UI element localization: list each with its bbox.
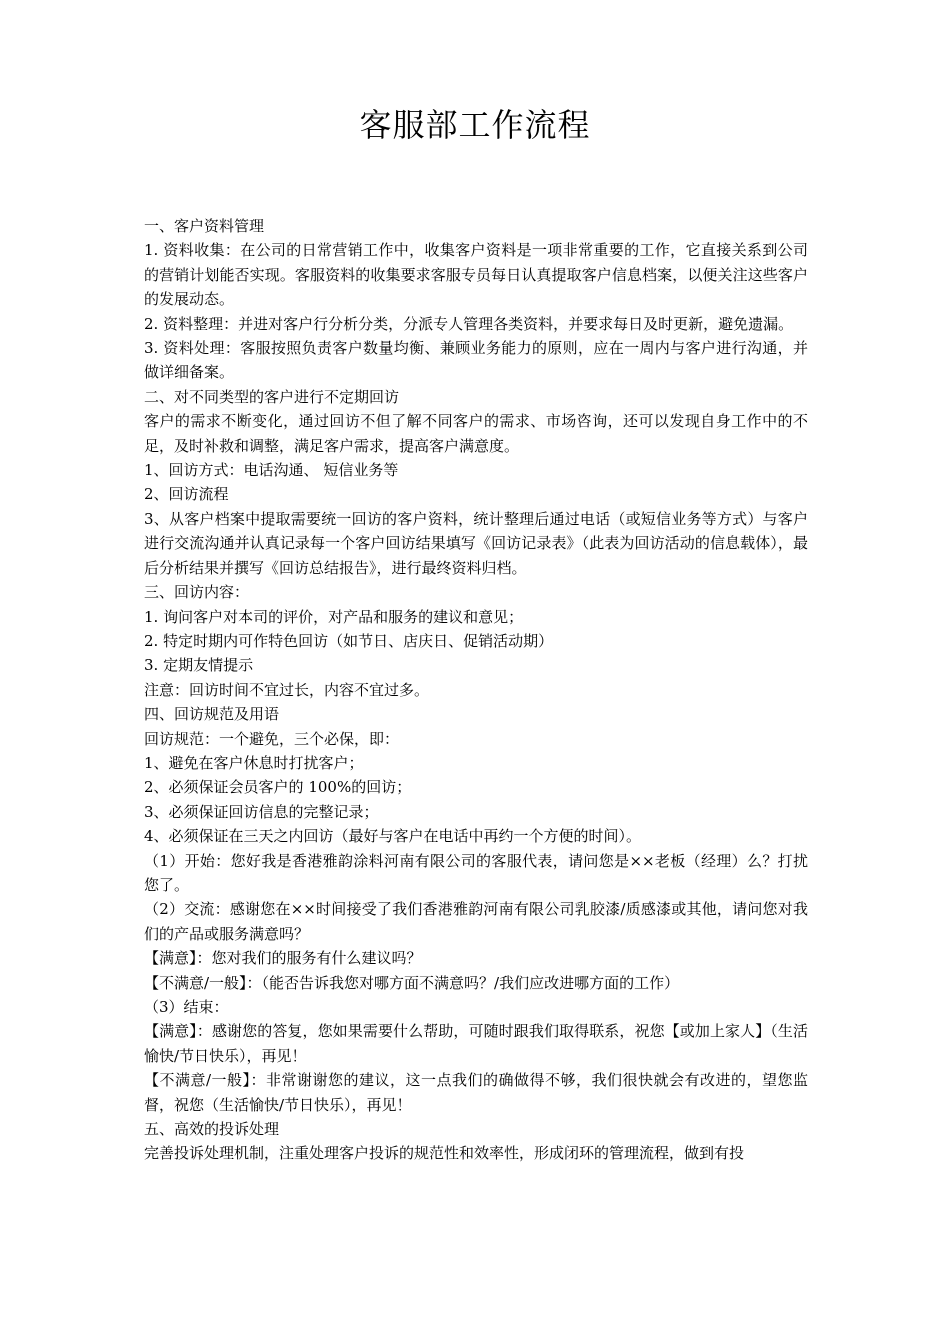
paragraph: 2. 特定时期内可作特色回访（如节日、店庆日、促销活动期） <box>144 631 554 650</box>
section-heading: 一、客户资料管理 <box>144 217 265 235</box>
paragraph: 注意：回访时间不宜过长，内容不宜过多。 <box>144 680 430 699</box>
section-heading: 二、对不同类型的客户进行不定期回访 <box>144 387 400 406</box>
paragraph: 回访规范：一个避免，三个必保，即： <box>144 729 400 748</box>
paragraph: 1、避免在客户休息时打扰客户； <box>144 753 364 772</box>
paragraph: 4、必须保证在三天之内回访（最好与客户在电话中再约一个方便的时间）。 <box>144 827 642 846</box>
paragraph: 【不满意/一般】：非常谢谢您的建议，这一点我们的确做得不够，我们很快就会有改进的，望您监督，祝您（生活愉快/节日快乐），再见！ <box>144 1071 808 1114</box>
paragraph: 3. 资料处理：客服按照负责客户数量均衡、兼顾业务能力的原则，应在一周内与客户进行沟通，并做详细备案。 <box>144 339 808 382</box>
paragraph: （2）交流：感谢您在××时间接受了我们香港雅韵河南有限公司乳胶漆/质感漆或其他，请问您对我们的产品或服务满意吗？ <box>144 900 808 943</box>
section-heading: 五、高效的投诉处理 <box>144 1120 280 1139</box>
paragraph: 3. 定期友情提示 <box>144 656 254 675</box>
document-body <box>144 214 808 1166</box>
section-heading: 四、回访规范及用语 <box>144 705 280 724</box>
paragraph: 1. 询问客户对本司的评价，对产品和服务的建议和意见； <box>144 607 524 626</box>
paragraph: 1. 资料收集：在公司的日常营销工作中，收集客户资料是一项非常重要的工作，它直接关系到公司的营销计划能否实现。客服资料的收集要求客服专员每日认真提取客户信息档案，以便关注这些客户的发展动态。 <box>144 241 808 309</box>
paragraph: 2、必须保证会员客户的 100%的回访； <box>144 778 412 797</box>
page-title: 客服部工作流程 <box>359 106 591 144</box>
paragraph: 【满意】：感谢您的答复，您如果需要什么帮助，可随时跟我们取得联系，祝您【或加上家人】（生活愉快/节日快乐），再见！ <box>144 1022 808 1065</box>
paragraph: 【满意】：您对我们的服务有什么建议吗？ <box>144 949 422 968</box>
paragraph: （1）开始：您好我是香港雅韵涂料河南有限公司的客服代表，请问您是××老板（经理）么？打扰您了。 <box>144 851 808 894</box>
paragraph: 【不满意/一般】：（能否告诉我您对哪方面不满意吗？/我们应改进哪方面的工作） <box>144 973 680 992</box>
paragraph: 1、回访方式：电话沟通、 短信业务等 <box>144 461 399 480</box>
paragraph: （3）结束： <box>144 998 229 1016</box>
paragraph: 3、必须保证回访信息的完整记录； <box>144 802 379 821</box>
paragraph: 2、回访流程 <box>144 485 229 504</box>
paragraph: 客户的需求不断变化，通过回访不但了解不同客户的需求、市场咨询，还可以发现自身工作中的不足，及时补救和调整，满足客户需求，提高客户满意度。 <box>144 412 808 455</box>
paragraph: 3、从客户档案中提取需要统一回访的客户资料，统计整理后通过电话（或短信业务等方式）与客户进行交流沟通并认真记录每一个客户回访结果填写《回访记录表》（此表为回访活动的信息载体），最后分析结果并撰写《回访总结报告》，进行最终资料归档。 <box>144 509 808 577</box>
paragraph: 完善投诉处理机制，注重处理客户投诉的规范性和效率性，形成闭环的管理流程，做到有投 <box>144 1144 745 1163</box>
paragraph: 2. 资料整理：并进对客户行分析分类，分派专人管理各类资料，并要求每日及时更新，避免遗漏。 <box>144 314 794 333</box>
section-heading: 三、回访内容： <box>144 583 250 602</box>
